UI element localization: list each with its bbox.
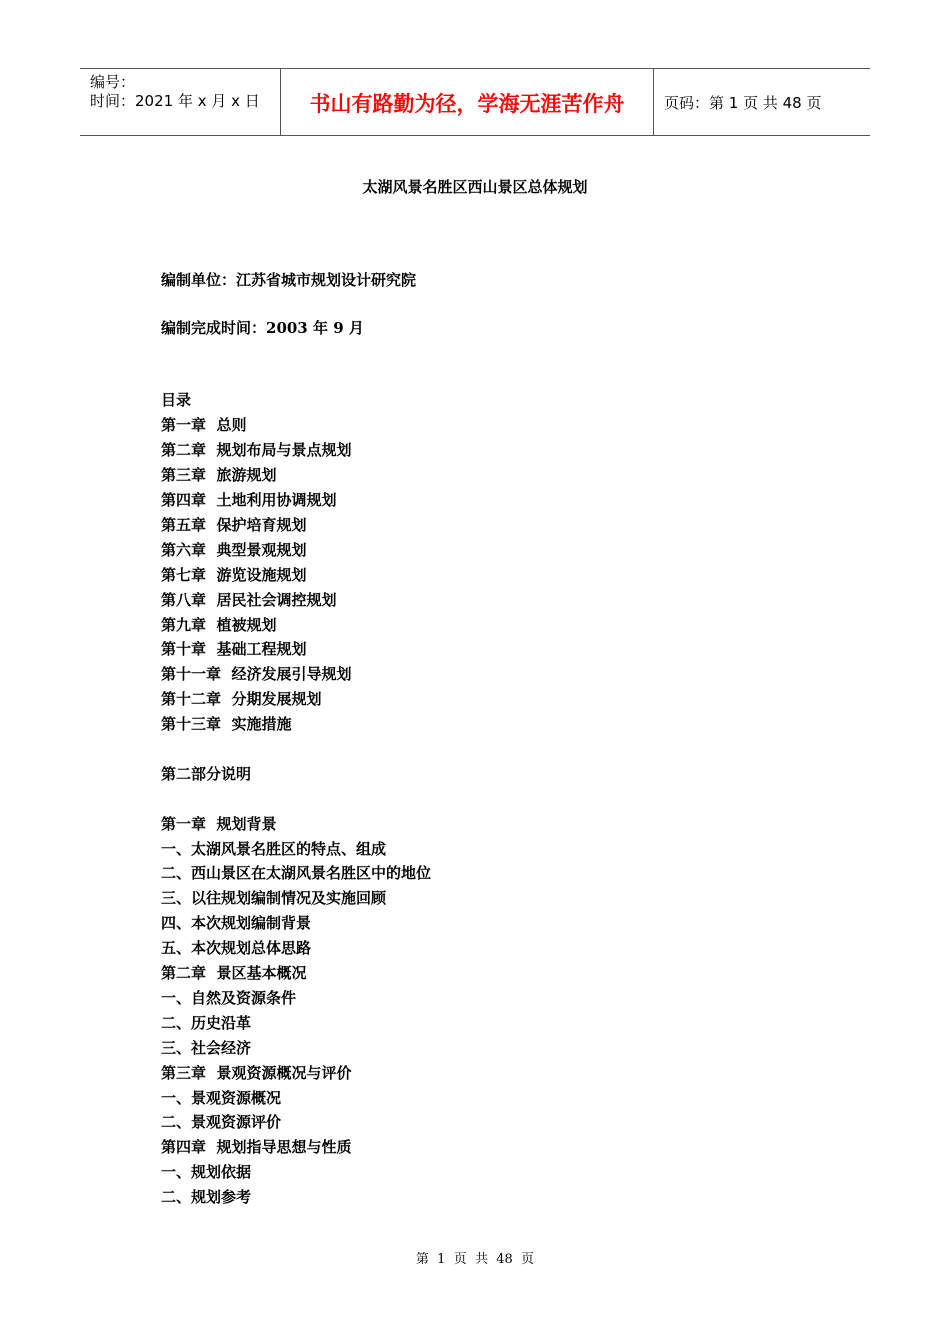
toc-item: 第二章 规划布局与景点规划 <box>161 441 352 459</box>
toc-item: 第十一章 经济发展引导规划 <box>161 665 352 683</box>
toc-item: 第八章 居民社会调控规划 <box>161 591 337 609</box>
toc-item: 第十章 基础工程规划 <box>161 640 307 658</box>
part2-item: 五、本次规划总体思路 <box>161 939 312 957</box>
toc-item: 第十二章 分期发展规划 <box>161 690 322 708</box>
part2-item: 三、以往规划编制情况及实施回顾 <box>161 889 387 907</box>
toc-item: 第十三章 实施措施 <box>161 715 292 733</box>
part2-item: 一、自然及资源条件 <box>161 989 297 1007</box>
part2-item: 一、太湖风景名胜区的特点、组成 <box>161 840 387 858</box>
part2-item: 一、规划依据 <box>161 1163 252 1181</box>
header-slogan: 书山有路勤为径，学海无涯苦作舟 <box>281 69 654 135</box>
part2-heading: 第二部分说明 <box>161 765 252 783</box>
document-number-label: 编号： <box>90 73 136 91</box>
page-footer: 第 1 页 共 48 页 <box>415 1252 535 1267</box>
compiling-unit: 编制单位：江苏省城市规划设计研究院 <box>161 271 417 289</box>
toc-heading: 目录 <box>161 391 192 409</box>
toc-item: 第六章 典型景观规划 <box>161 541 307 559</box>
toc-item: 第七章 游览设施规划 <box>161 566 307 584</box>
toc-item: 第五章 保护培育规划 <box>161 516 307 534</box>
toc-item: 第一章 总则 <box>161 416 247 434</box>
part2-item: 二、景观资源评价 <box>161 1113 282 1131</box>
header-meta-cell <box>80 69 281 135</box>
part2-item: 第三章 景观资源概况与评价 <box>161 1064 352 1082</box>
part2-item: 一、景观资源概况 <box>161 1089 282 1107</box>
toc-item: 第三章 旅游规划 <box>161 466 277 484</box>
document-title: 太湖风景名胜区西山景区总体规划 <box>362 178 588 196</box>
part2-item: 二、规划参考 <box>161 1188 252 1206</box>
part2-item: 第四章 规划指导思想与性质 <box>161 1138 352 1156</box>
document-time-label: 时间：2021 年 x 月 x 日 <box>90 92 260 110</box>
part2-item: 第一章 规划背景 <box>161 815 277 833</box>
part2-item: 四、本次规划编制背景 <box>161 914 312 932</box>
part2-item: 二、西山景区在太湖风景名胜区中的地位 <box>161 864 432 882</box>
header-page-number: 页码：第 1 页 共 48 页 <box>664 93 822 112</box>
part2-item: 三、社会经济 <box>161 1039 252 1057</box>
part2-item: 第二章 景区基本概况 <box>161 964 307 982</box>
part2-item: 二、历史沿革 <box>161 1014 252 1032</box>
page-header <box>80 68 870 136</box>
compiling-date: 编制完成时间：2003 年 9 月 <box>161 319 364 337</box>
toc-item: 第四章 土地利用协调规划 <box>161 491 337 509</box>
toc-item: 第九章 植被规划 <box>161 616 277 634</box>
